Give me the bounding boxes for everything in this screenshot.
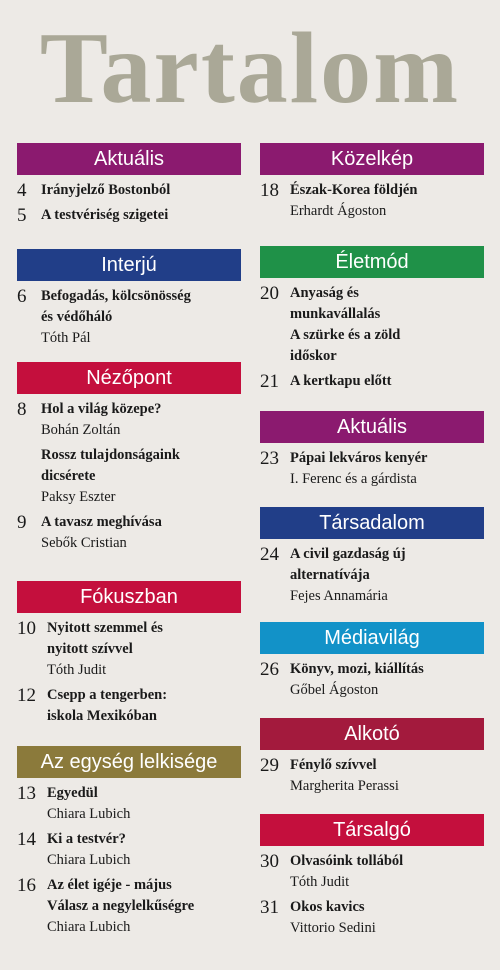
entry-list [17,281,241,349]
article-title: Ki a testvér? [47,831,126,847]
article-title: A szürke és a zöld [290,327,401,343]
article-title: Anyaság és [290,285,359,301]
article-author: Chiara Lubich [47,919,131,935]
page-number: 6 [17,286,27,307]
section [17,143,241,230]
section [260,814,484,943]
page-number: 23 [260,448,279,469]
section [260,622,484,705]
page-number: 29 [260,755,279,776]
section-banner: Alkotó [260,718,484,750]
entry-list [260,750,484,797]
section-banner: Aktuális [17,143,241,175]
section [17,746,241,942]
article-title: Okos kavics [290,899,365,915]
page-number: 24 [260,544,279,565]
entry-list [260,654,484,701]
article-title: Hol a világ közepe? [41,401,162,417]
section-banner: Társalgó [260,814,484,846]
page-number: 21 [260,371,279,392]
section [17,249,241,353]
page-number: 26 [260,659,279,680]
page-number: 8 [17,399,27,420]
article-author: I. Ferenc és a gárdista [290,471,417,487]
article-title: időskor [290,348,337,364]
article-title: Irányjelző Bostonból [41,182,171,198]
article-title: Pápai lekváros kenyér [290,450,428,466]
article-title: Nyitott szemmel és [47,620,163,636]
article-author: Bohán Zoltán [41,422,121,438]
toc-entry[interactable] [17,875,241,938]
article-title: A testvériség szigetei [41,207,169,223]
article-author: Vittorio Sedini [290,920,376,936]
article-title: Az élet igéje - május [47,877,172,893]
article-title: Egyedül [47,785,98,801]
article-title: A tavasz meghívása [41,514,162,530]
toc-entry[interactable] [17,618,241,681]
toc-entry[interactable] [260,283,484,367]
section [260,507,484,611]
article-title: Befogadás, kölcsönösség [41,288,191,304]
toc-entry[interactable] [260,659,484,701]
toc-entry[interactable] [17,205,241,226]
page-number: 14 [17,829,36,850]
article-title: A civil gazdaság új [290,546,406,562]
toc-entry[interactable] [17,286,241,349]
article-title: Észak-Korea földjén [290,182,418,198]
article-author: Erhardt Ágoston [290,203,387,219]
toc-entry[interactable] [260,544,484,607]
article-title: A kertkapu előtt [290,373,392,389]
toc-entry[interactable] [17,512,241,554]
article-author: Chiara Lubich [47,852,131,868]
section [260,411,484,494]
page-number: 18 [260,180,279,201]
toc-entry[interactable] [260,897,484,939]
article-author: Tóth Pál [41,330,91,346]
section [260,718,484,801]
toc-entry[interactable] [260,448,484,490]
article-title: Olvasóink tollából [290,853,404,869]
toc-entry[interactable] [17,685,241,727]
toc-entry[interactable] [260,371,484,392]
article-title: alternatívája [290,567,370,583]
entry-list [260,278,484,392]
page-number: 10 [17,618,36,639]
page-number: 30 [260,851,279,872]
article-title: dicsérete [41,468,96,484]
section [17,362,241,558]
article-author: Fejes Annamária [290,588,388,604]
page-title: Tartalom [39,12,461,125]
section-banner: Közelkép [260,143,484,175]
page-number: 4 [17,180,27,201]
section-banner: Aktuális [260,411,484,443]
article-title: iskola Mexikóban [47,708,157,724]
toc-entry[interactable] [17,783,241,825]
section [17,581,241,731]
section-banner: Médiavilág [260,622,484,654]
toc-entry[interactable] [17,829,241,871]
section-banner: Életmód [260,246,484,278]
page-number: 5 [17,205,27,226]
entry-list [17,778,241,938]
article-author: Sebők Cristian [41,535,127,551]
article-title: nyitott szívvel [47,641,133,657]
page-number: 13 [17,783,36,804]
article-author: Gőbel Ágoston [290,682,379,698]
entry-list [260,846,484,939]
article-title: Válasz a negylelkűségre [47,898,195,914]
entry-list [17,613,241,727]
toc-entry[interactable] [17,180,241,201]
section-banner: Fókuszban [17,581,241,613]
article-author: Tóth Judit [290,874,350,890]
entry-list [260,539,484,607]
entry-list [260,443,484,490]
entry-list [260,175,484,222]
section-banner: Társadalom [260,507,484,539]
page-number: 20 [260,283,279,304]
toc-entry[interactable] [260,755,484,797]
article-title: Rossz tulajdonságaink [41,447,180,463]
page-number: 12 [17,685,36,706]
article-title: Fénylő szívvel [290,757,377,773]
section [260,246,484,396]
article-author: Tóth Judit [47,662,107,678]
page-number: 9 [17,512,27,533]
article-author: Chiara Lubich [47,806,131,822]
entry-list [17,394,241,554]
toc-entry[interactable] [260,180,484,222]
section-banner: Az egység lelkisége [17,746,241,778]
section [260,143,484,226]
article-author: Margherita Perassi [290,778,399,794]
page-number: 31 [260,897,279,918]
article-title: Könyv, mozi, kiállítás [290,661,424,677]
toc-entry[interactable] [260,851,484,893]
article-author: Paksy Eszter [41,489,116,505]
page-number: 16 [17,875,36,896]
section-banner: Interjú [17,249,241,281]
section-banner: Nézőpont [17,362,241,394]
article-title: és védőháló [41,309,113,325]
entry-list [17,175,241,226]
toc-entry[interactable] [17,399,241,441]
article-title: munkavállalás [290,306,381,322]
article-title: Csepp a tengerben: [47,687,168,703]
toc-entry[interactable] [17,445,241,508]
